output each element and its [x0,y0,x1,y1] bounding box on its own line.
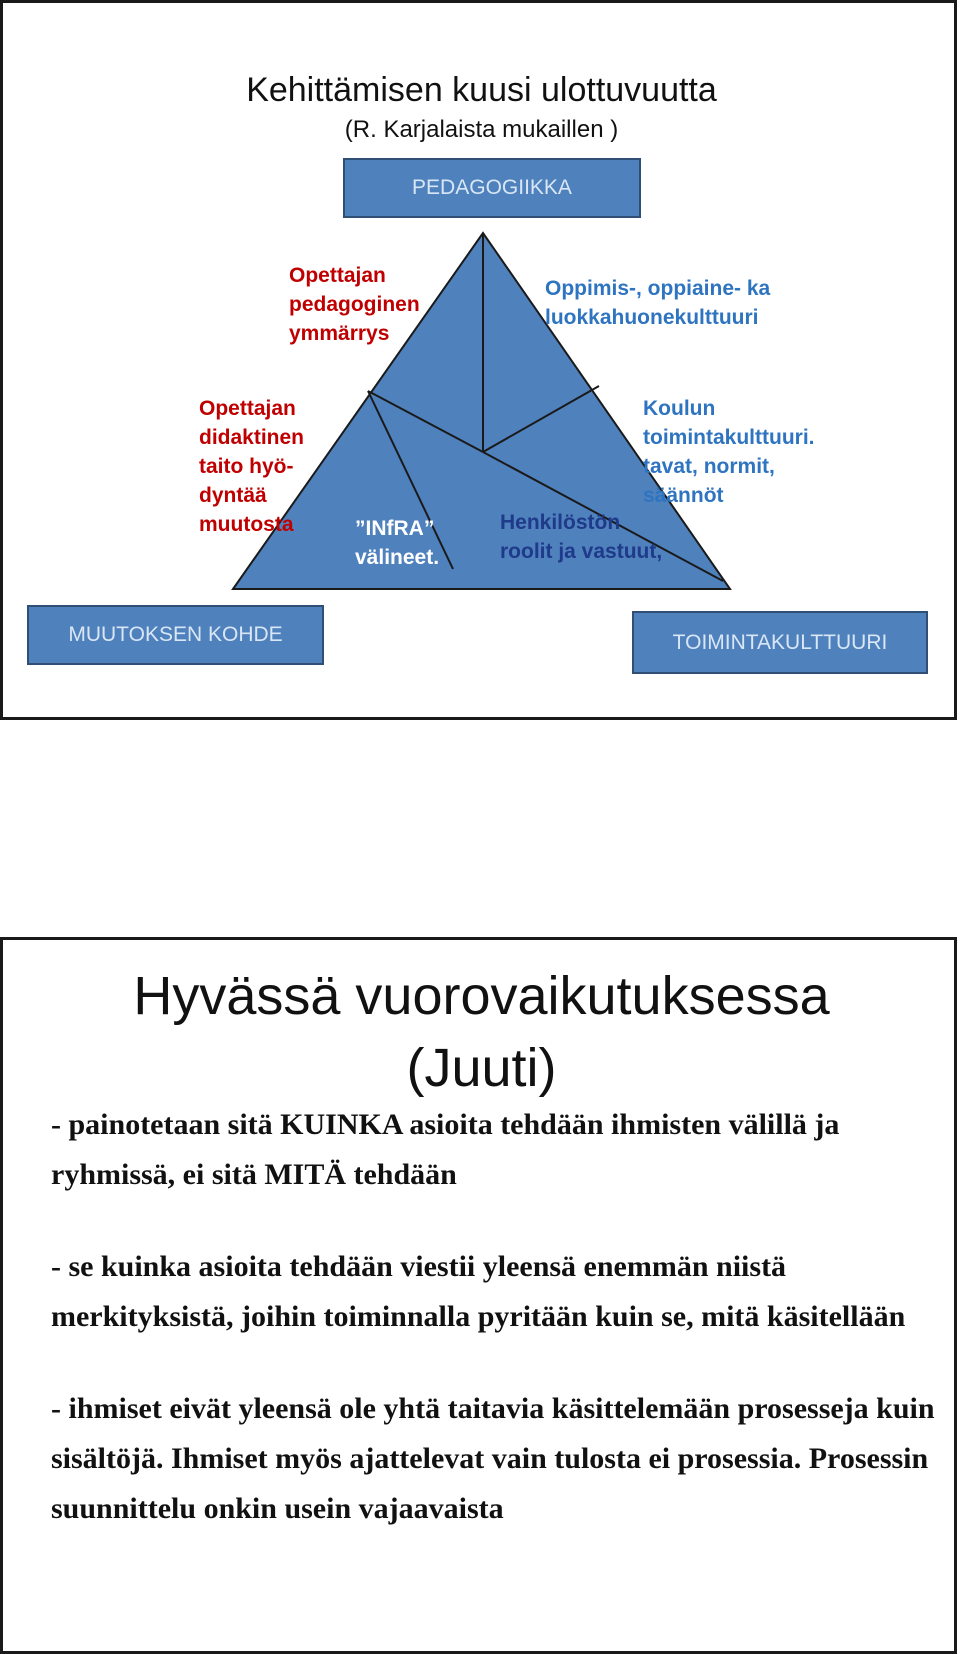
label-henkiloston-roolit: Henkilöstön roolit ja vastuut, [500,511,663,563]
label-pedagoginen-ymmarrys: Opettajan pedagoginen ymmärrys [289,264,420,345]
slide-subtitle: (R. Karjalaista mukaillen ) [344,116,619,143]
label-koulun-toimintakulttuuri: Koulun toimintakulttuuri. tavat, normit, säännöt [643,397,815,507]
slide-title: Kehittämisen kuusi ulottuvuutta [246,71,717,109]
bullet-list [51,1100,951,1576]
bullet-item: - painotetaan sitä KUINKA asioita tehdään ihmisten välillä ja ryhmissä, ei sitä MITÄ tehdään [51,1108,840,1191]
slide-title: Hyvässä vuorovaikutuksessa (Juuti) [133,966,830,1098]
box-muutoksen-kohde: MUUTOKSEN KOHDE [27,605,324,665]
slide-1 [0,0,957,720]
label-infra-valineet: ”INfRA” välineet. [355,517,440,569]
bullet-item: - ihmiset eivät yleensä ole yhtä taitavia käsittelemään prosesseja kuin sisältöjä. Ihmiset myös ajattelevat vain tulosta ei prosessia. Prosessin suunnittelu onkin usein vajaavaista [51,1392,935,1525]
bullet-item: - se kuinka asioita tehdään viestii yleensä enemmän niistä merkityksistä, joihin toiminnalla pyritään kuin se, mitä käsitellään [51,1250,906,1333]
label-didaktinen-taito: Opettajan didaktinen taito hyö- dyntää muutosta [199,397,305,536]
slide-2 [0,937,957,1654]
box-pedagogiikka: PEDAGOGIIKKA [343,158,641,218]
box-toimintakulttuuri: TOIMINTAKULTTUURI [632,611,928,674]
label-oppimis-kulttuuri: Oppimis-, oppiaine- ka luokkahuonekulttuuri [545,277,771,329]
